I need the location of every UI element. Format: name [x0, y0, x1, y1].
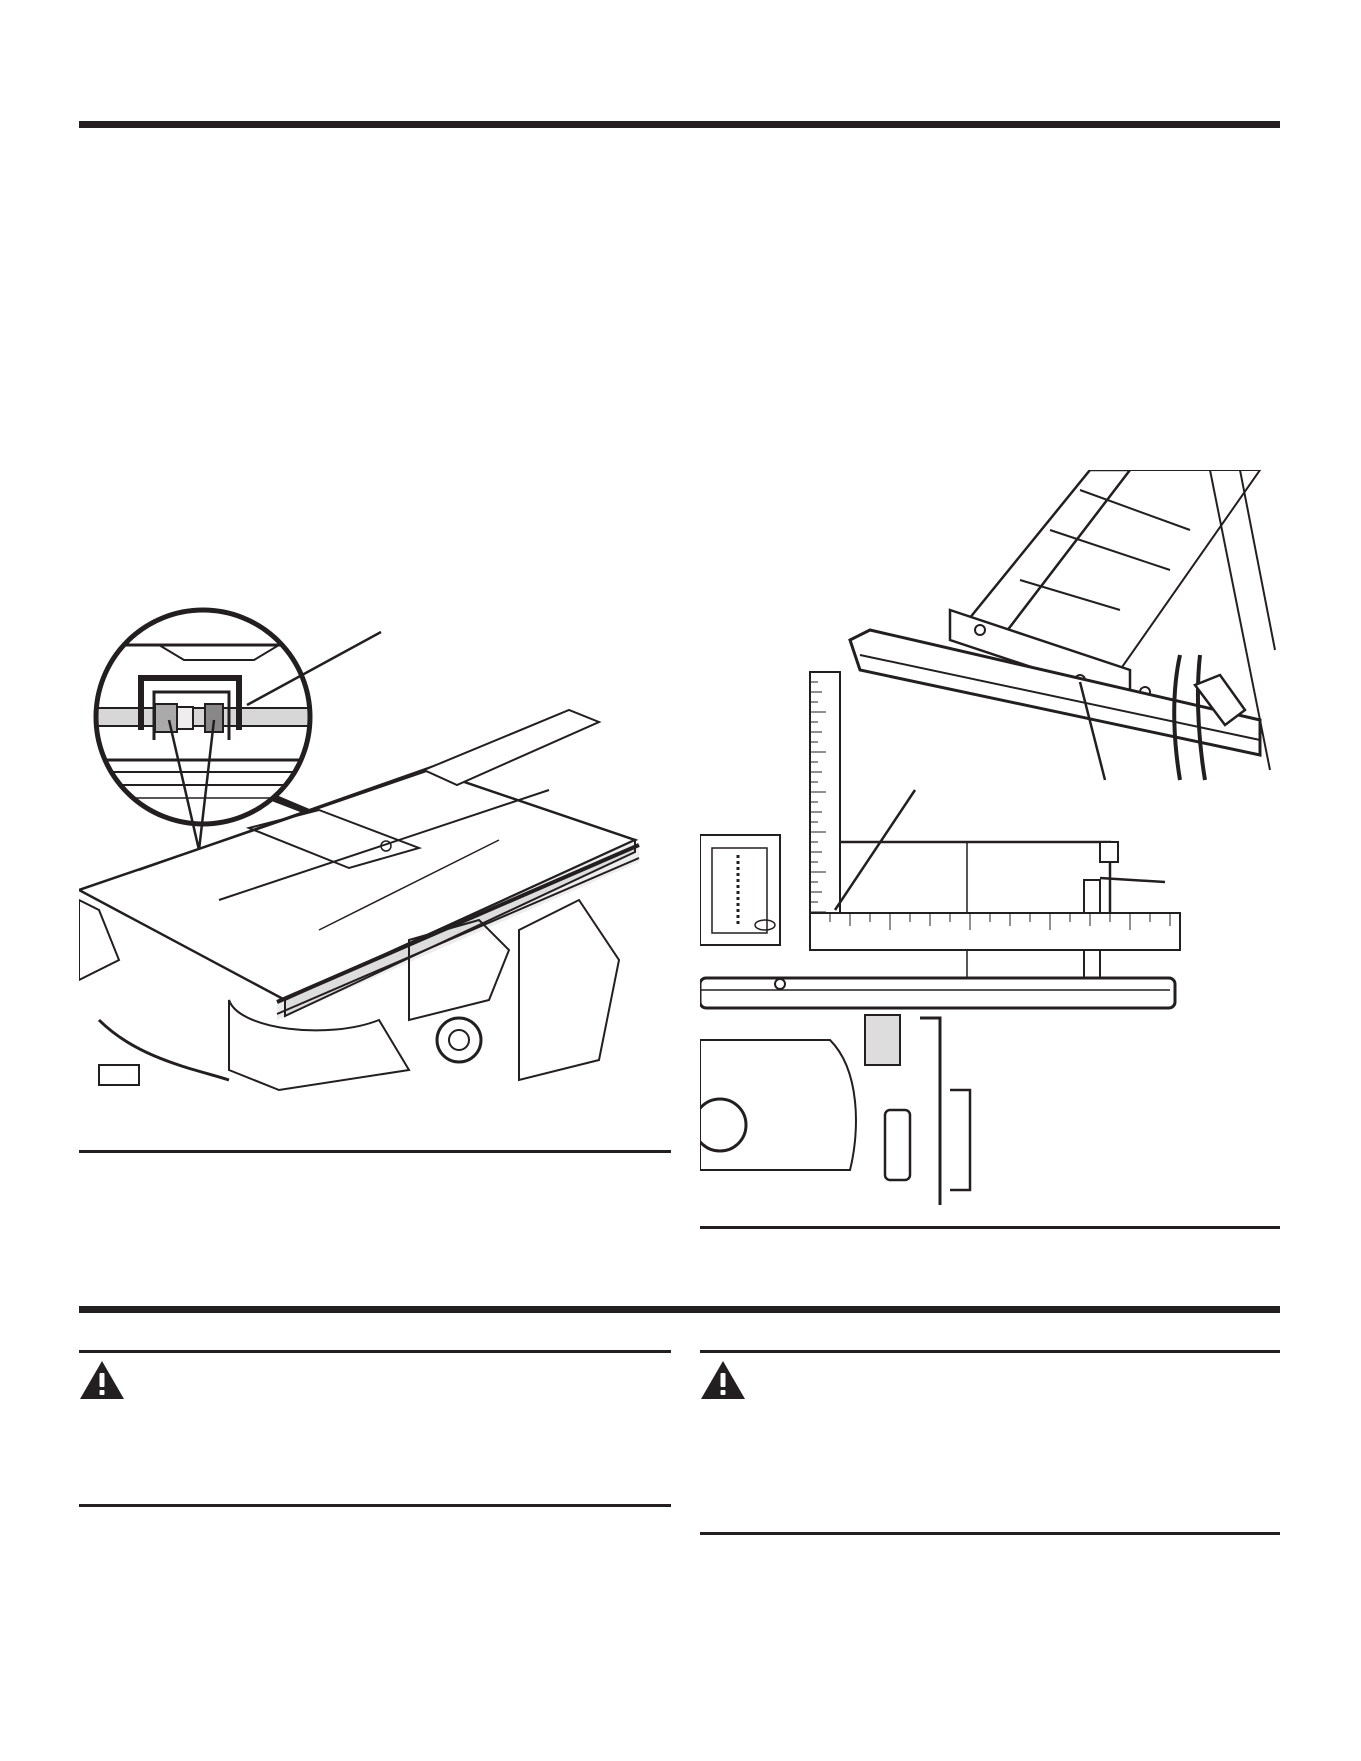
fence-alignment-illustration — [700, 470, 1280, 1205]
table-saw-rail-illustration — [79, 600, 671, 1105]
figure-right-caption-rule — [700, 1226, 1280, 1229]
warning-triangle-icon — [700, 1360, 746, 1400]
warning-right-top-rule — [700, 1350, 1280, 1353]
warning-triangle-icon — [79, 1360, 125, 1400]
warning-right-bottom-rule — [700, 1532, 1280, 1535]
warning-left-top-rule — [79, 1350, 671, 1353]
figure-left-caption-rule — [79, 1150, 671, 1153]
figure-left-table-saw-rail — [79, 600, 671, 1105]
warning-left-bottom-rule — [79, 1504, 671, 1507]
section-rule — [79, 1306, 1280, 1313]
figure-right-fence-alignment — [700, 470, 1280, 1205]
header-rule — [79, 121, 1280, 128]
